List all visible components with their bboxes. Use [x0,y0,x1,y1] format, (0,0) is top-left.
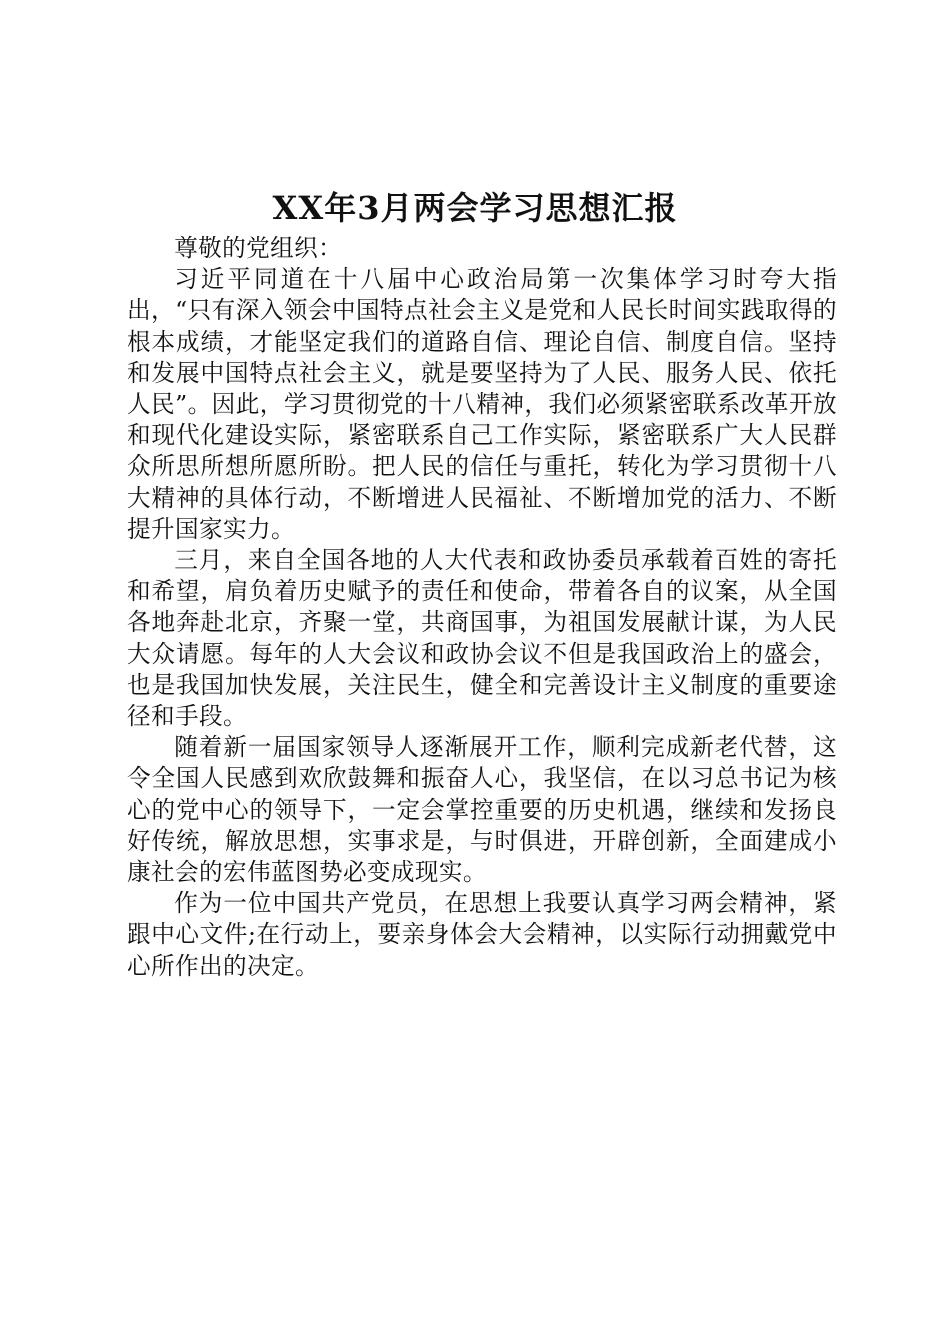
paragraph-3: 随着新一届国家领导人逐渐展开工作，顺利完成新老代替，这令全国人民感到欢欣鼓舞和振奋人心，我坚信，在以习总书记为核心的党中心的领导下，一定会掌控重要的历史机遇，继续和发扬良好传统，解放思想，实事求是，与时俱进，开辟创新，全面建成小康社会的宏伟蓝图势必变成现实。 [127,733,837,887]
paragraph-2: 三月，来自全国各地的人大代表和政协委员承载着百姓的寄托和希望，肩负着历史赋予的责任和使命，带着各自的议案，从全国各地奔赴北京，齐聚一堂，共商国事，为祖国发展献计谋，为人民大众请愿。每年的人大会议和政协会议不但是我国政治上的盛会，也是我国加快发展，关注民生，健全和完善设计主义制度的重要途径和手段。 [127,546,837,731]
paragraph-4: 作为一位中国共产党员，在思想上我要认真学习两会精神，紧跟中心文件;在行动上，要亲身体会大会精神，以实际行动拥戴党中心所作出的决定。 [127,889,837,980]
document-title: XX年3月两会学习思想汇报 [272,189,678,227]
salutation: 尊敬的党组织： [174,234,343,262]
document-body [127,233,837,982]
paragraph-1: 习近平同道在十八届中心政治局第一次集体学习时夸大指出，“只有深入领会中国特点社会主义是党和人民长时间实践取得的根本成绩，才能坚定我们的道路自信、理论自信、制度自信。坚持和发展中国特点社会主义，就是要坚持为了人民、服务人民、依托人民”。因此，学习贯彻党的十八精神，我们必须紧密联系改革开放和现代化建设实际，紧密联系自己工作实际，紧密联系广大人民群众所思所想所愿所盼。把人民的信任与重托，转化为学习贯彻十八大精神的具体行动，不断增进人民福祉、不断增加党的活力、不断提升国家实力。 [127,265,837,543]
